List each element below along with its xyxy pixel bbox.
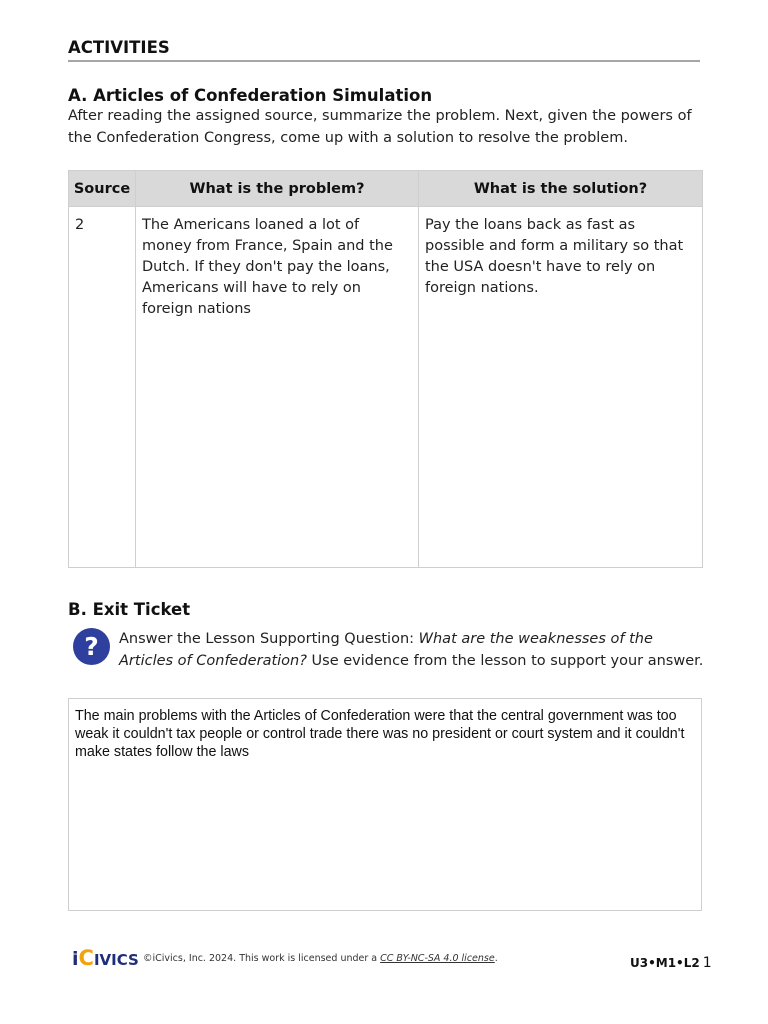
exit-ticket-prompt <box>119 628 709 672</box>
cell-solution[interactable]: Pay the loans back as fast as possible and form a military so that the USA doesn't have to rely on foreign nations. <box>419 207 703 568</box>
table-header-row <box>69 171 703 207</box>
license-link[interactable]: CC BY-NC-SA 4.0 license <box>380 953 495 964</box>
icivics-logo <box>72 946 139 968</box>
header-solution: What is the solution? <box>419 171 703 207</box>
cell-problem[interactable]: The Americans loaned a lot of money from France, Spain and the Dutch. If they don't pay the loans, Americans will have to rely on foreign nations <box>136 207 419 568</box>
page-code <box>630 955 712 971</box>
logo-c: C <box>78 946 94 970</box>
header-source: Source <box>69 171 136 207</box>
lesson-code: U3•M1•L2 <box>630 956 700 970</box>
section-a-title: A. Articles of Confederation Simulation <box>68 86 433 105</box>
copyright-text: ©iCivics, Inc. 2024. This work is licensed under a <box>143 953 381 964</box>
page-heading: ACTIVITIES <box>68 38 700 62</box>
logo-i: i <box>72 948 79 970</box>
exit-ticket-answer-box[interactable]: The main problems with the Articles of Confederation were that the central government was too weak it couldn't tax people or control trade there was no president or court system and it couldn't make states follow the laws <box>68 698 702 911</box>
section-b-title: B. Exit Ticket <box>68 600 191 619</box>
prompt-prefix: Answer the Lesson Supporting Question: <box>119 631 419 647</box>
footer-copyright <box>143 953 498 964</box>
footer-period: . <box>494 953 498 964</box>
page-number: 1 <box>702 955 712 971</box>
prompt-suffix: Use evidence from the lesson to support your answer. <box>306 653 704 669</box>
section-a-instructions: After reading the assigned source, summarize the problem. Next, given the powers of the Confederation Congress, come up with a solution to resolve the problem. <box>68 108 692 146</box>
simulation-table <box>68 170 703 568</box>
prompt-question: What are the weaknesses of the Articles of Confederation? <box>119 631 653 669</box>
logo-rest: IVICS <box>93 951 139 969</box>
table-row <box>69 207 703 568</box>
header-problem: What is the problem? <box>136 171 419 207</box>
question-circle-icon: ? <box>73 628 110 665</box>
cell-source[interactable]: 2 <box>69 207 136 568</box>
